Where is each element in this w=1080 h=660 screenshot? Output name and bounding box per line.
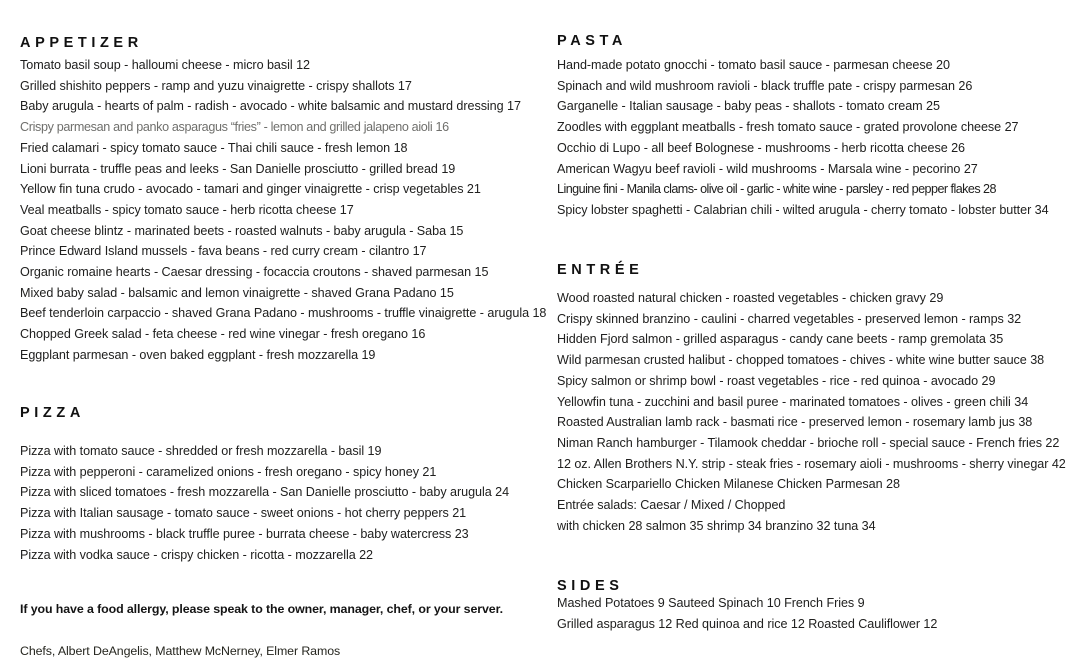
menu-item: Mashed Potatoes 9 Sauteed Spinach 10 French Fries 9 [557, 596, 865, 610]
menu-item: Lioni burrata - truffle peas and leeks - San Danielle prosciutto - grilled bread 19 [20, 161, 456, 176]
menu-column-left [20, 0, 547, 659]
menu-item: Wild parmesan crusted halibut - chopped tomatoes - chives - white wine butter sauce 38 [557, 353, 1045, 368]
menu-item: Wood roasted natural chicken - roasted vegetables - chicken gravy 29 [557, 291, 944, 305]
menu-item: Grilled asparagus 12 Red quinoa and rice 12 Roasted Cauliflower 12 [557, 616, 938, 631]
menu-item: Organic romaine hearts - Caesar dressing - focaccia croutons - shaved parmesan 15 [20, 265, 489, 280]
menu-item: Spinach and wild mushroom ravioli - black truffle pate - crispy parmesan 26 [557, 78, 973, 93]
section-heading-pizza: PIZZA [20, 405, 85, 422]
menu-item: Pizza with sliced tomatoes - fresh mozzarella - San Danielle prosciutto - baby arugula 24 [20, 485, 510, 500]
menu-item: Chopped Greek salad - feta cheese - red wine vinegar - fresh oregano 16 [20, 327, 426, 342]
menu-item: Tomato basil soup - halloumi cheese - micro basil 12 [20, 58, 310, 72]
menu-item: Occhio di Lupo - all beef Bolognese - mushrooms - herb ricotta cheese 26 [557, 140, 966, 155]
chefs-credit-line: Chefs, Albert DeAngelis, Matthew McNerney, Elmer Ramos [20, 644, 341, 659]
pizza-item-list [20, 441, 509, 565]
menu-item: Hidden Fjord salmon - grilled asparagus - candy cane beets - ramp gremolata 35 [557, 332, 1004, 347]
menu-item: Pizza with pepperoni - caramelized onions - fresh oregano - spicy honey 21 [20, 464, 437, 479]
menu-item: Roasted Australian lamb rack - basmati rice - preserved lemon - rosemary lamb jus 38 [557, 415, 1033, 430]
pasta-item-list [557, 55, 1049, 221]
menu-item: Pizza with Italian sausage - tomato sauce - sweet onions - hot cherry peppers 21 [20, 506, 467, 521]
menu-item: American Wagyu beef ravioli - wild mushrooms - Marsala wine - pecorino 27 [557, 161, 978, 176]
entree-item-list [557, 288, 1066, 536]
menu-item: Crispy skinned branzino - caulini - charred vegetables - preserved lemon - ramps 32 [557, 311, 1022, 326]
menu-item: Pizza with mushrooms - black truffle puree - burrata cheese - baby watercress 23 [20, 526, 469, 541]
menu-item: Crispy parmesan and panko asparagus “fries” - lemon and grilled jalapeno aioli 16 [20, 120, 449, 135]
menu-item: Spicy lobster spaghetti - Calabrian chili - wilted arugula - cherry tomato - lobster butter 34 [557, 202, 1049, 217]
menu-item: Linguine fini - Manila clams- olive oil - garlic - white wine - parsley - red pepper flakes 28 [557, 182, 996, 197]
menu-item: Spicy salmon or shrimp bowl - roast vegetables - rice - red quinoa - avocado 29 [557, 373, 996, 388]
sides-item-list [557, 593, 937, 634]
menu-item: Beef tenderloin carpaccio - shaved Grana Padano - mushrooms - truffle vinaigrette - arugula 18 [20, 306, 547, 321]
menu-item: Yellow fin tuna crudo - avocado - tamari and ginger vinaigrette - crisp vegetables 21 [20, 182, 481, 197]
menu-item: Baby arugula - hearts of palm - radish - avocado - white balsamic and mustard dressing 17 [20, 99, 521, 114]
allergy-notice: If you have a food allergy, please speak to the owner, manager, chef, or your server. [20, 602, 503, 617]
menu-item: Pizza with tomato sauce - shredded or fresh mozzarella - basil 19 [20, 444, 382, 458]
menu-item: with chicken 28 salmon 35 shrimp 34 branzino 32 tuna 34 [557, 518, 876, 533]
menu-item: Hand-made potato gnocchi - tomato basil sauce - parmesan cheese 20 [557, 58, 950, 72]
menu-item: Entrée salads: Caesar / Mixed / Chopped [557, 498, 786, 513]
section-heading-appetizer: APPETIZER [20, 35, 143, 52]
section-heading-entree: ENTRÉE [557, 262, 644, 279]
menu-item: Yellowfin tuna - zucchini and basil puree - marinated tomatoes - olives - green chili 34 [557, 394, 1029, 409]
menu-item: Zoodles with eggplant meatballs - fresh tomato sauce - grated provolone cheese 27 [557, 120, 1019, 135]
menu-item: Niman Ranch hamburger - Tilamook cheddar - brioche roll - special sauce - French fries 22 [557, 435, 1060, 450]
menu-item: Prince Edward Island mussels - fava beans - red curry cream - cilantro 17 [20, 244, 427, 259]
menu-column-right [557, 0, 1067, 656]
menu-item: Pizza with vodka sauce - crispy chicken - ricotta - mozzarella 22 [20, 547, 374, 562]
section-heading-pasta: PASTA [557, 33, 627, 50]
menu-item: Veal meatballs - spicy tomato sauce - herb ricotta cheese 17 [20, 202, 354, 217]
menu-item: Garganelle - Italian sausage - baby peas - shallots - tomato cream 25 [557, 99, 940, 114]
appetizer-item-list [20, 55, 546, 366]
menu-item: Fried calamari - spicy tomato sauce - Thai chili sauce - fresh lemon 18 [20, 140, 408, 155]
menu-item: Goat cheese blintz - marinated beets - roasted walnuts - baby arugula - Saba 15 [20, 223, 464, 238]
section-heading-sides: SIDES [557, 578, 624, 595]
menu-item: Eggplant parmesan - oven baked eggplant - fresh mozzarella 19 [20, 347, 376, 362]
menu-item: Chicken Scarpariello Chicken Milanese Chicken Parmesan 28 [557, 477, 900, 492]
menu-item: Grilled shishito peppers - ramp and yuzu vinaigrette - crispy shallots 17 [20, 78, 412, 93]
menu-item: Mixed baby salad - balsamic and lemon vinaigrette - shaved Grana Padano 15 [20, 285, 454, 300]
menu-item: 12 oz. Allen Brothers N.Y. strip - steak fries - rosemary aioli - mushrooms - sherry vinegar 42 [557, 456, 1066, 471]
